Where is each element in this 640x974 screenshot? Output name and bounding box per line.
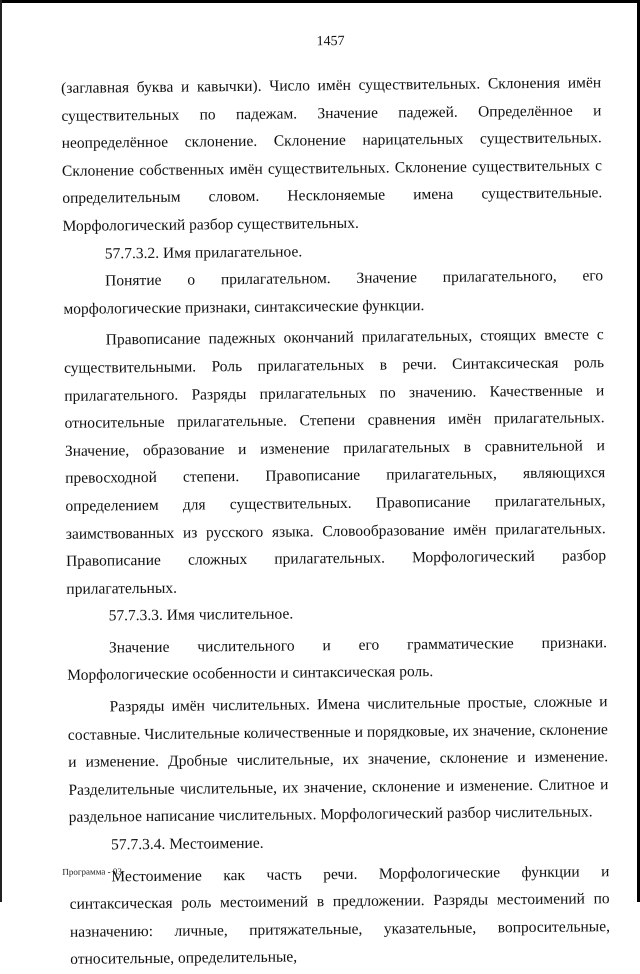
section-heading-adjective: 57.7.3.2. Имя прилагательное. <box>104 242 303 263</box>
page-number: 1457 <box>316 33 345 50</box>
document-page <box>35 5 634 969</box>
page-body <box>61 69 610 974</box>
scan-border-top <box>0 0 640 3</box>
scan-border-left <box>0 0 2 902</box>
paragraph-numeral-categories: Разряды имён числительных. Имена числительные простые, сложные и составные. Числительные количественные и порядковые, их значение, склонение и изменение. Дробные числительные, их значение, склонение и изменение. Разделительные числительные, их значение, склонение и изменение. Слитное и раздельное написание числительных. Морфологический разбор числительных. <box>67 693 609 827</box>
page-footer: Программа - 03 <box>62 866 122 877</box>
paragraph-adjective-concept: Понятие о прилагательном. Значение прилагательного, его морфологические признаки, синтаксические функции. <box>63 267 604 318</box>
section-heading-pronoun: 57.7.3.4. Местоимение. <box>110 834 264 854</box>
paragraph-adjective-spelling: Правописание падежных окончаний прилагательных, стоящих вместе с существительными. Роль прилагательных в речи. Синтаксическая роль прилагательного. Разряды прилагательных по значению. Качественные и относительные прилагательные. Степени сравнения имён прилагательных. Значение, образование и изменение прилагательных в сравнительной и превосходной степени. Правописание прилагательных, являющихся определением для существительных. Правописание прилагательных, заимствованных из русского языка. Словообразование имён прилагательных. Правописание сложных прилагательных. Морфологический разбор прилагательных. <box>63 326 607 598</box>
paragraph-nouns-continued: (заглавная буква и кавычки). Число имён существительных. Склонения имён существительных по падежам. Значение падежей. Определённое и неопределённое склонение. Склонение нарицательных существительных. Склонение собственных имён существительных. Склонение существительных с определительным словом. Несклоняемые имена существительные. Морфологический разбор существительных. <box>61 74 603 235</box>
section-heading-numeral: 57.7.3.3. Имя числительное. <box>108 605 294 625</box>
paragraph-numeral-meaning: Значение числительного и его грамматические признаки. Морфологические особенности и синтаксическая роль. <box>67 634 608 685</box>
paragraph-pronoun: Местоимение как часть речи. Морфологические функции и синтаксическая роль местоимений в предложении. Разряды местоимений по назначению: личные, притяжательные, указательные, вопросительные, относительные, определительные, <box>69 862 611 969</box>
